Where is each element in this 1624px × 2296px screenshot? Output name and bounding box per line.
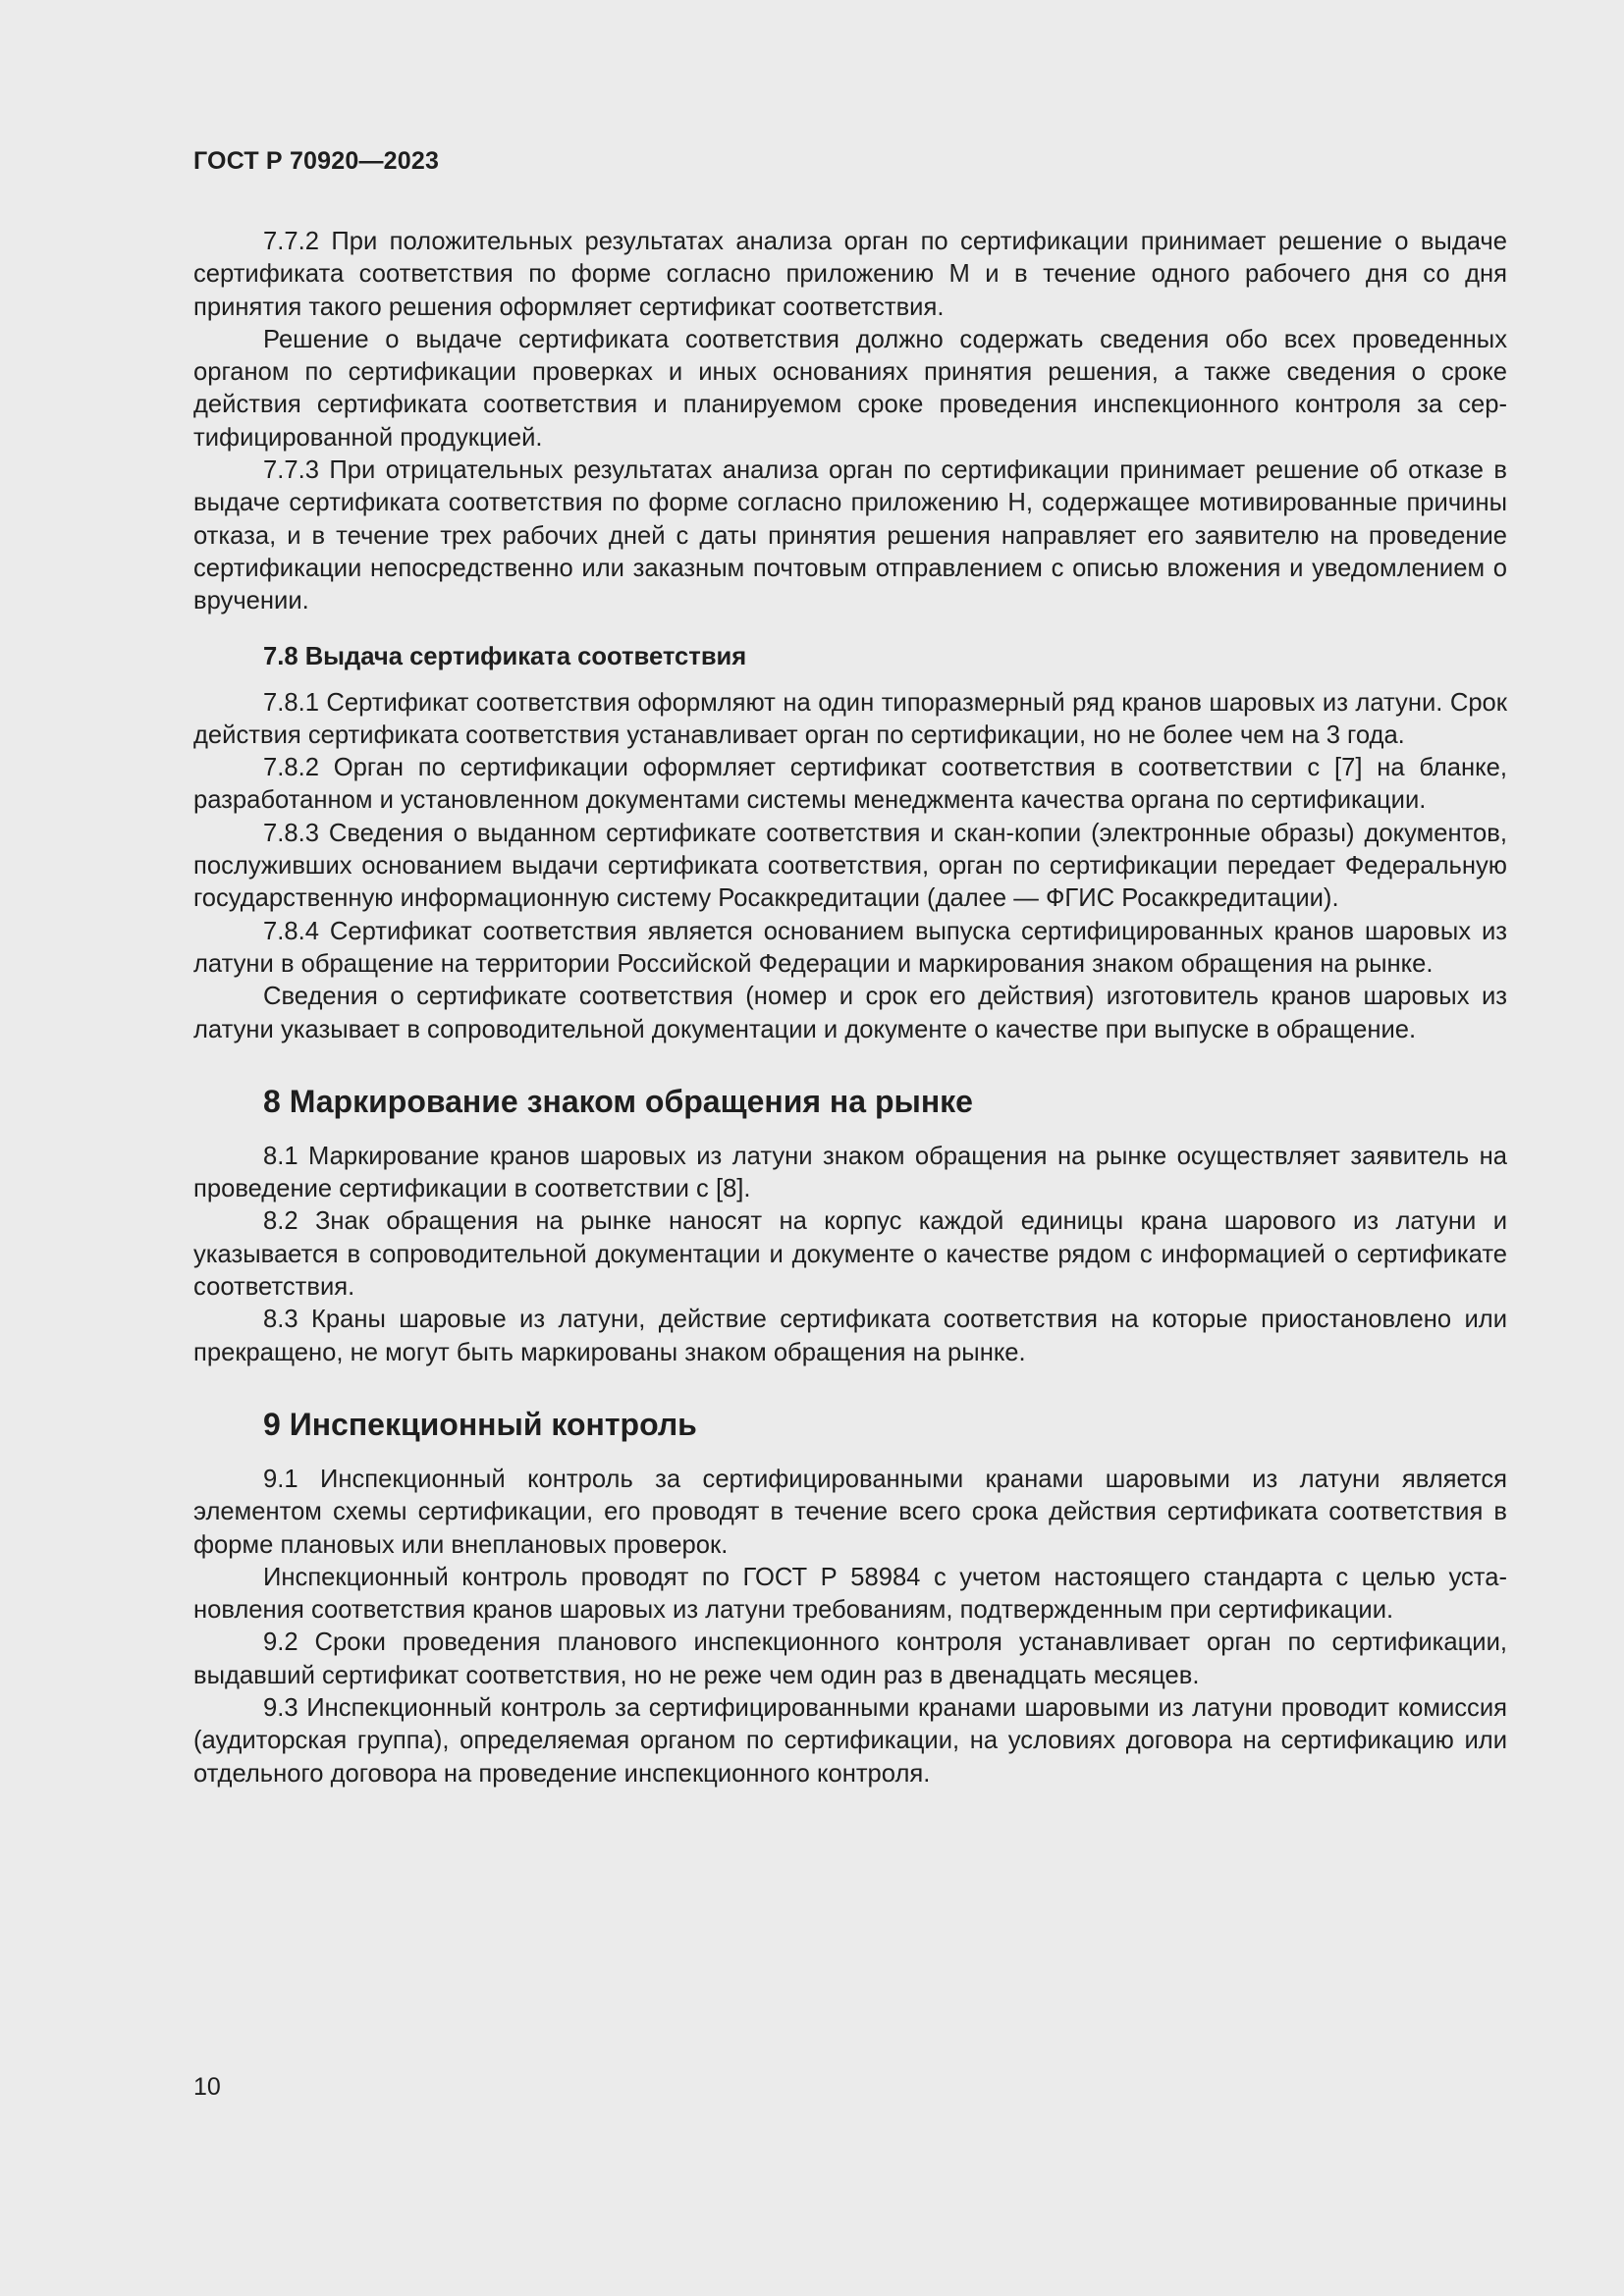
paragraph-7-8-1: 7.8.1 Сертификат соответствия оформляют на один типоразмерный ряд кранов шаровых из латуни. Срок действия сертификата соответствия устанавливает орган по сертификации, но не более чем на 3 года.	[193, 688, 1507, 749]
subheading-7-8: 7.8 Выдача сертификата соответствия	[263, 642, 747, 670]
paragraph-7-7-3: 7.7.3 При отрицательных результатах анализа орган по сертификации принимает решение об отказе в выдаче сертификата соответствия по форме согласно приложению Н, содержащее мотивированные причины отказа, и в течение трех рабочих дней с даты принятия решения направляет его заявителю на проведение сертификации непосредственно или заказным почтовым отправлением с описью вложения и уведомлением о вручении.	[193, 456, 1507, 615]
paragraph-9-3: 9.3 Инспекционный контроль за сертифицированными кранами шаровыми из латуни проводит комиссия (аудиторская группа), определяемая органом по сертификации, на условиях договора на сертификацию или отдельного договора на проведение инспекционного контроля.	[193, 1693, 1507, 1788]
paragraph-8-3: 8.3 Краны шаровые из латуни, действие сертификата соответствия на которые приостановлено или прекращено, не могут быть маркированы знаком обращения на рынке.	[193, 1306, 1507, 1366]
paragraph-8-1: 8.1 Маркирование кранов шаровых из латуни знаком обращения на рынке осуществляет заявитель на проведение сертификации в соответствии с [8].	[193, 1142, 1507, 1203]
paragraph-inspection-gost: Инспекционный контроль проводят по ГОСТ Р 58984 с учетом настоящего стандарта с целью установления соответствия кранов шаровых из латуни требованиям, подтвержденным при сертификации.	[193, 1563, 1507, 1625]
document-body	[193, 226, 1507, 1790]
document-header-code: ГОСТ Р 70920—2023	[193, 147, 440, 175]
section-heading-9: 9 Инспекционный контроль	[263, 1406, 697, 1442]
paragraph-7-8-2: 7.8.2 Орган по сертификации оформляет сертификат соответствия в соответствии с [7] на бланке, разработанном и установленном документами системы менеджмента качества органа по сертификации.	[193, 754, 1507, 815]
paragraph-9-1: 9.1 Инспекционный контроль за сертифицированными кранами шаровыми из латуни является элементом схемы сертификации, его проводят в течение всего срока действия сертификата соответствия в форме плановых или внеплановых проверок.	[193, 1465, 1507, 1559]
paragraph-decision-content: Решение о выдаче сертификата соответствия должно содержать сведения обо всех проведенных органом по сертификации проверках и иных основаниях принятия решения, а также сведения о сроке действия сертификата соответствия и планируемом сроке проведения инспекционного контроля за сертифицированной продукцией.	[193, 325, 1507, 452]
paragraph-7-7-2: 7.7.2 При положительных результатах анализа орган по сертификации принимает решение о выдаче сертификата соответствия по форме согласно приложению М и в течение одного рабочего дня со дня принятия такого решения оформляет сертификат соответствия.	[193, 228, 1507, 321]
paragraph-certificate-info: Сведения о сертификате соответствия (номер и срок его действия) изготовитель кранов шаровых из латуни указывает в сопроводительной документации и документе о качестве при выпуске в обращение.	[193, 983, 1507, 1043]
paragraph-8-2: 8.2 Знак обращения на рынке наносят на корпус каждой единицы крана шарового из латуни и указывается в сопроводительной документации и документе о качестве рядом с информацией о сертификате соответствия.	[193, 1207, 1507, 1302]
paragraph-7-8-3: 7.8.3 Сведения о выданном сертификате соответствия и скан-копии (электронные образы) документов, послуживших основанием выдачи сертификата соответствия, орган по сертификации передает Федеральную государственную информационную систему Росаккредитации (далее — ФГИС Росаккредитации).	[193, 819, 1507, 913]
paragraph-7-8-4: 7.8.4 Сертификат соответствия является основанием выпуска сертифицированных кранов шаровых из латуни в обращение на территории Российской Федерации и маркирования знаком обращения на рынке.	[193, 917, 1507, 978]
page-number: 10	[193, 2073, 221, 2101]
paragraph-9-2: 9.2 Сроки проведения планового инспекционного контроля устанавливает орган по сертификации, выдавший сертификат соответствия, но не реже чем один раз в двенадцать месяцев.	[193, 1629, 1507, 1689]
section-heading-8: 8 Маркирование знаком обращения на рынке	[263, 1083, 973, 1119]
